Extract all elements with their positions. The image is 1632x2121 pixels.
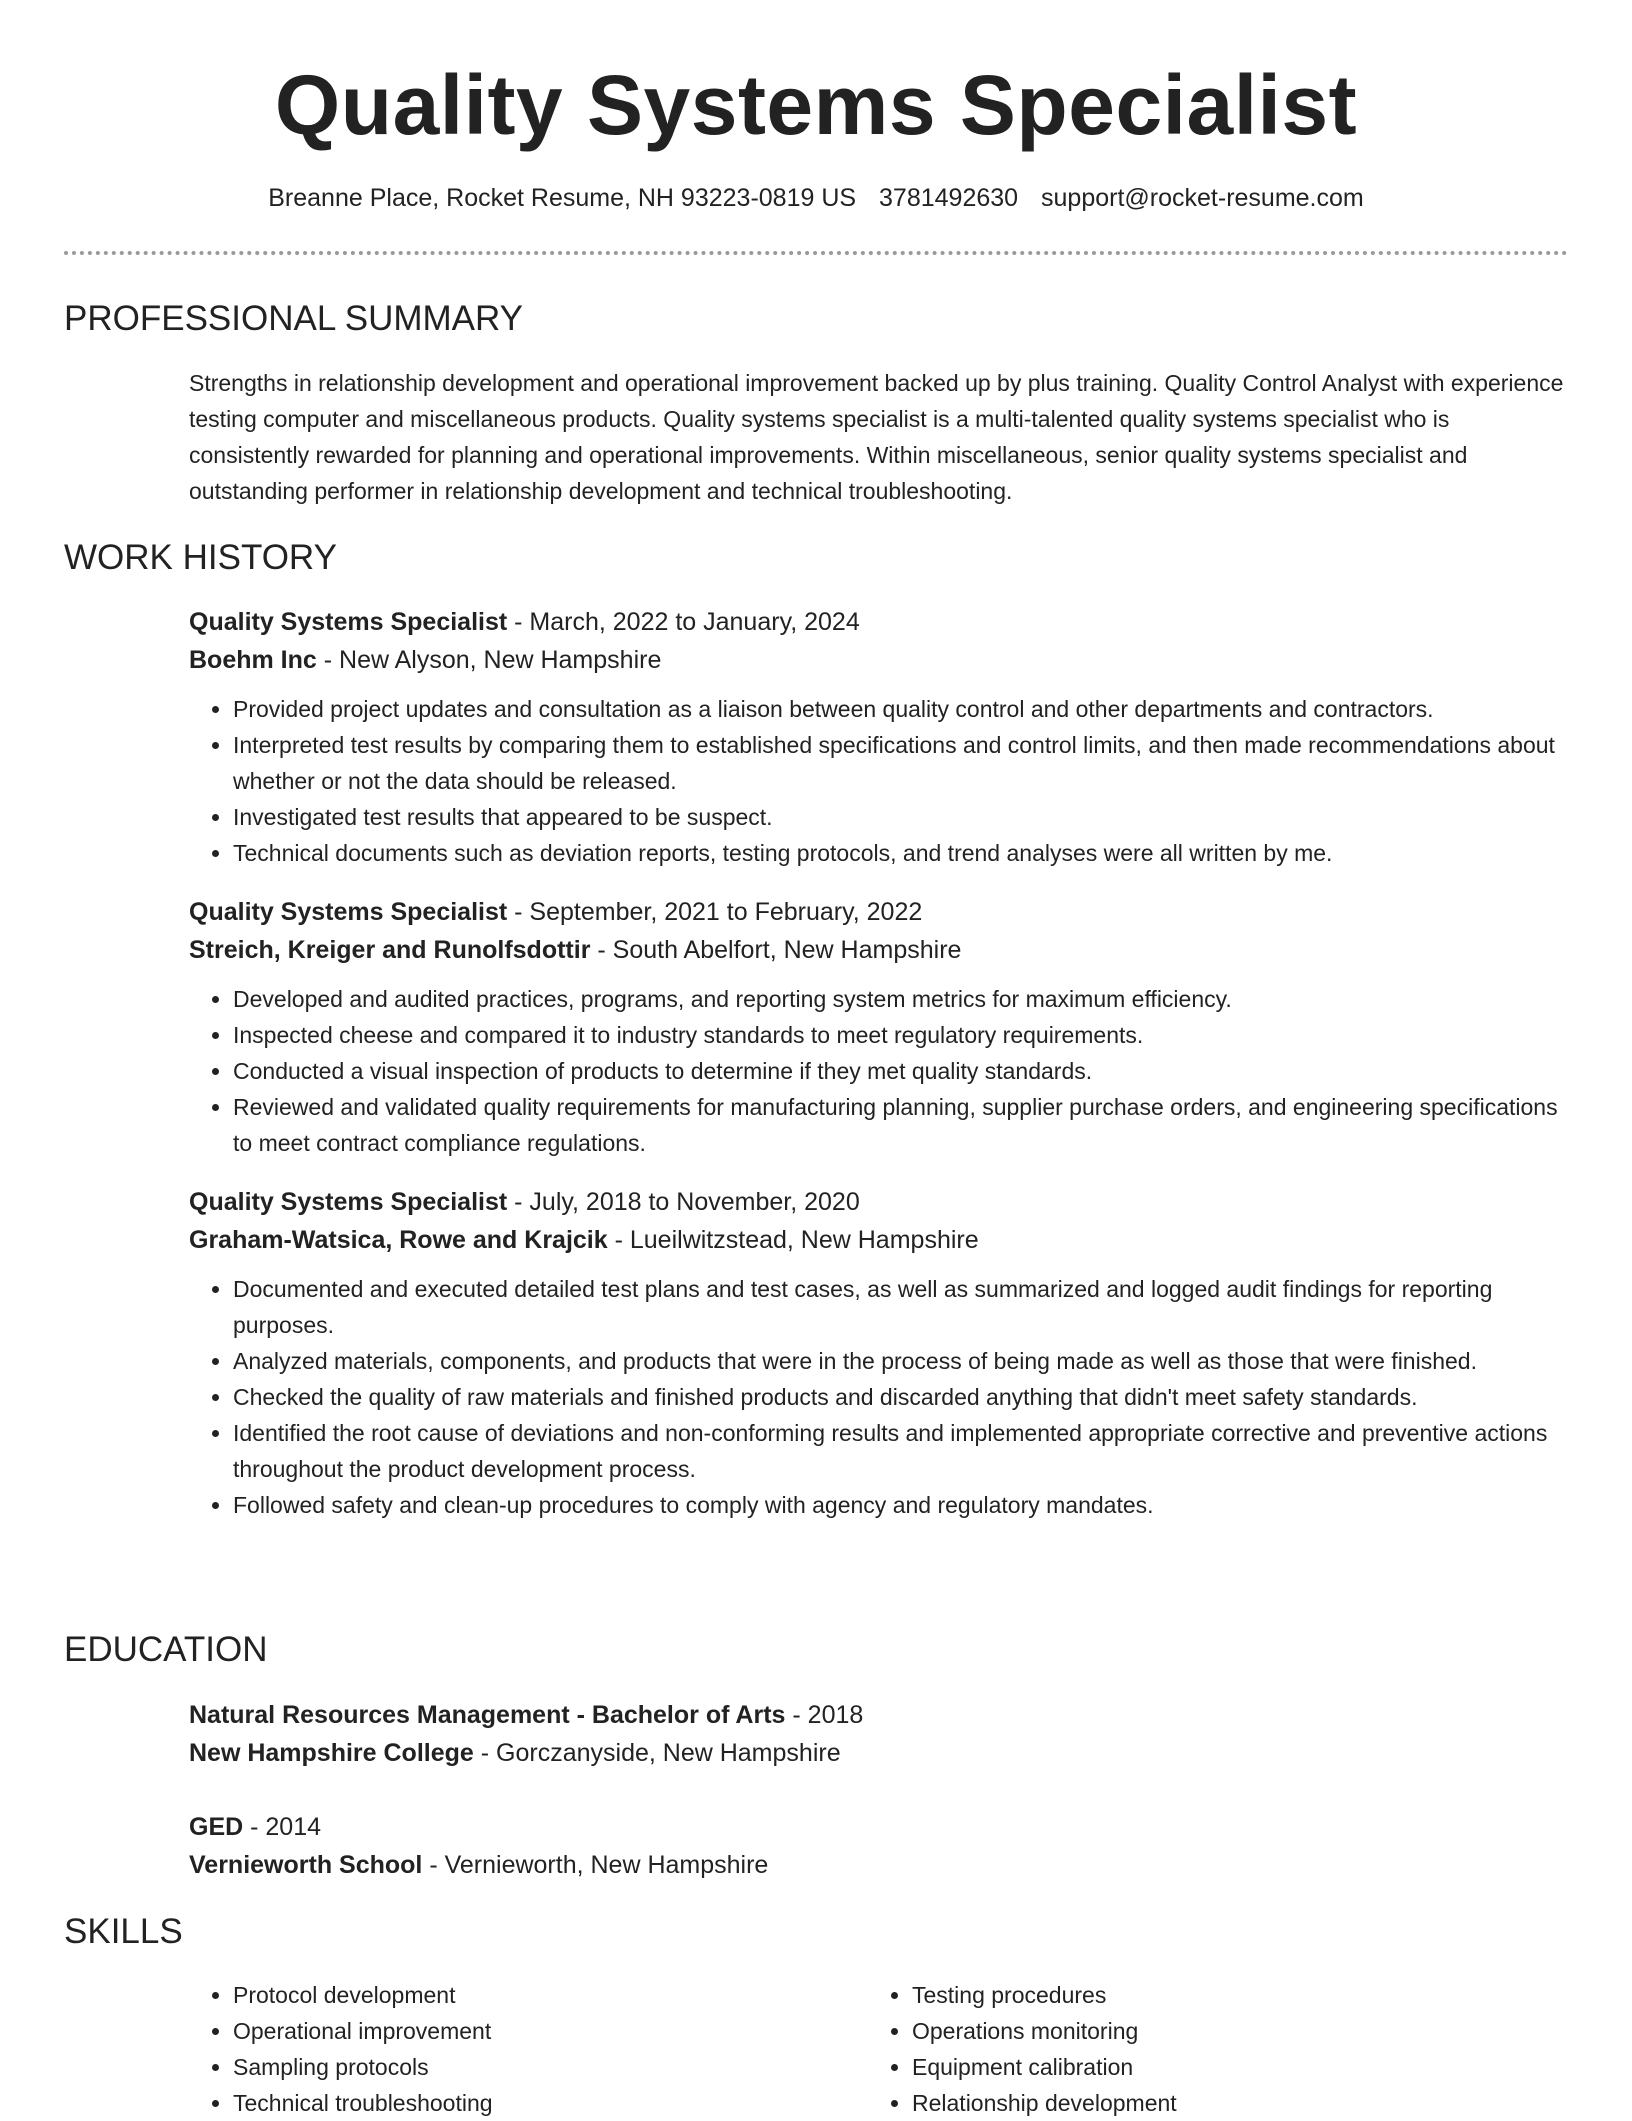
education-location: - Gorczanyside, New Hampshire bbox=[473, 1739, 841, 1767]
job-location: - South Abelfort, New Hampshire bbox=[590, 936, 962, 964]
job-bullets bbox=[189, 691, 1569, 871]
education-entry bbox=[189, 1696, 1569, 1772]
skill-item: • Operations monitoring bbox=[912, 2013, 1547, 2049]
job-bullet: • Provided project updates and consultation as a liaison between quality control and other departments and contractors. bbox=[233, 691, 1569, 727]
contact-line bbox=[0, 180, 1632, 216]
job-bullet: • Analyzed materials, components, and products that were in the process of being made as well as those that were finished. bbox=[233, 1343, 1569, 1379]
job-location: - New Alyson, New Hampshire bbox=[316, 646, 662, 674]
job-bullet: • Conducted a visual inspection of products to determine if they met quality standards. bbox=[233, 1053, 1569, 1089]
education-degree-line bbox=[189, 1696, 1569, 1734]
job-bullet: • Checked the quality of raw materials and finished products and discarded anything that didn't meet safety standards. bbox=[233, 1379, 1569, 1415]
education-degree: GED bbox=[189, 1813, 244, 1841]
summary-section bbox=[189, 365, 1569, 509]
skills-list-left bbox=[189, 1977, 868, 2121]
education-location: - Vernieworth, New Hampshire bbox=[422, 1851, 769, 1879]
job-bullet: • Identified the root cause of deviations and non-conforming results and implemented appropriate corrective and preventive actions throughout the product development process. bbox=[233, 1415, 1569, 1487]
header-divider bbox=[64, 251, 1568, 255]
skill-item: • Protocol development bbox=[233, 1977, 868, 2013]
job-bullet: • Followed safety and clean-up procedures to comply with agency and regulatory mandates. bbox=[233, 1487, 1569, 1523]
skill-item: • Technical troubleshooting bbox=[233, 2085, 868, 2121]
job-company-line bbox=[189, 931, 1569, 969]
education-degree-line bbox=[189, 1808, 1569, 1846]
skills-columns bbox=[189, 1977, 1569, 2121]
skill-item: • Sampling protocols bbox=[233, 2049, 868, 2085]
skill-item: • Testing procedures bbox=[912, 1977, 1547, 2013]
contact-address: Breanne Place, Rocket Resume, NH 93223-0819 US bbox=[268, 184, 857, 212]
section-title-education: EDUCATION bbox=[64, 1630, 268, 1669]
job-role: Quality Systems Specialist bbox=[189, 898, 508, 926]
job-entry bbox=[189, 893, 1569, 1161]
job-company: Boehm Inc bbox=[189, 646, 317, 674]
job-bullet: • Interpreted test results by comparing them to established specifications and control limits, and then made recommendations about whether or not the data should be released. bbox=[233, 727, 1569, 799]
job-company-line bbox=[189, 1221, 1569, 1259]
job-bullet: • Technical documents such as deviation reports, testing protocols, and trend analyses were all written by me. bbox=[233, 835, 1569, 871]
job-entry bbox=[189, 1183, 1569, 1523]
education-year: - 2014 bbox=[243, 1813, 322, 1841]
resume-name: Quality Systems Specialist bbox=[274, 58, 1358, 152]
contact-email: support@rocket-resume.com bbox=[1041, 184, 1364, 212]
job-company: Streich, Kreiger and Runolfsdottir bbox=[189, 936, 591, 964]
section-title-summary: PROFESSIONAL SUMMARY bbox=[64, 299, 523, 338]
skills-section bbox=[189, 1977, 1569, 2121]
skill-item: • Equipment calibration bbox=[912, 2049, 1547, 2085]
job-bullets bbox=[189, 1271, 1569, 1523]
job-company-line bbox=[189, 641, 1569, 679]
summary-text: Strengths in relationship development and operational improvement backed up by plus training. Quality Control Analyst with experience testing computer and miscellaneous products. Quality systems specialist is a multi-talented quality systems specialist who is consistently rewarded for planning and operational improvements. Within miscellaneous, senior quality systems specialist and outstanding performer in relationship development and technical troubleshooting. bbox=[189, 370, 1564, 504]
job-bullet: • Inspected cheese and compared it to industry standards to meet regulatory requirements. bbox=[233, 1017, 1569, 1053]
job-dates: - July, 2018 to November, 2020 bbox=[507, 1188, 860, 1216]
work-section bbox=[189, 603, 1569, 1545]
education-school: New Hampshire College bbox=[189, 1739, 474, 1767]
education-year: - 2018 bbox=[785, 1701, 864, 1729]
job-role: Quality Systems Specialist bbox=[189, 1188, 508, 1216]
job-title-line bbox=[189, 1183, 1569, 1221]
job-role: Quality Systems Specialist bbox=[189, 608, 508, 636]
job-dates: - March, 2022 to January, 2024 bbox=[507, 608, 860, 636]
job-title-line bbox=[189, 893, 1569, 931]
skills-list-right bbox=[868, 1977, 1547, 2121]
skill-item: • Operational improvement bbox=[233, 2013, 868, 2049]
education-school-line bbox=[189, 1846, 1569, 1884]
job-company: Graham-Watsica, Rowe and Krajcik bbox=[189, 1226, 608, 1254]
job-location: - Lueilwitzstead, New Hampshire bbox=[607, 1226, 979, 1254]
job-entry bbox=[189, 603, 1569, 871]
job-bullet: • Investigated test results that appeared to be suspect. bbox=[233, 799, 1569, 835]
job-title-line bbox=[189, 603, 1569, 641]
education-degree: Natural Resources Management - Bachelor of Arts bbox=[189, 1701, 786, 1729]
education-section bbox=[189, 1696, 1569, 1920]
job-dates: - September, 2021 to February, 2022 bbox=[507, 898, 923, 926]
job-bullet: • Developed and audited practices, programs, and reporting system metrics for maximum efficiency. bbox=[233, 981, 1569, 1017]
section-title-skills: SKILLS bbox=[64, 1912, 183, 1951]
job-bullet: • Reviewed and validated quality requirements for manufacturing planning, supplier purchase orders, and engineering specifications to meet contract compliance regulations. bbox=[233, 1089, 1569, 1161]
skill-item: • Relationship development bbox=[912, 2085, 1547, 2121]
job-bullets bbox=[189, 981, 1569, 1161]
education-school: Vernieworth School bbox=[189, 1851, 423, 1879]
education-school-line bbox=[189, 1734, 1569, 1772]
job-bullet: • Documented and executed detailed test plans and test cases, as well as summarized and logged audit findings for reporting purposes. bbox=[233, 1271, 1569, 1343]
contact-phone: 3781492630 bbox=[879, 184, 1019, 212]
section-title-work: WORK HISTORY bbox=[64, 538, 337, 577]
education-entry bbox=[189, 1808, 1569, 1884]
